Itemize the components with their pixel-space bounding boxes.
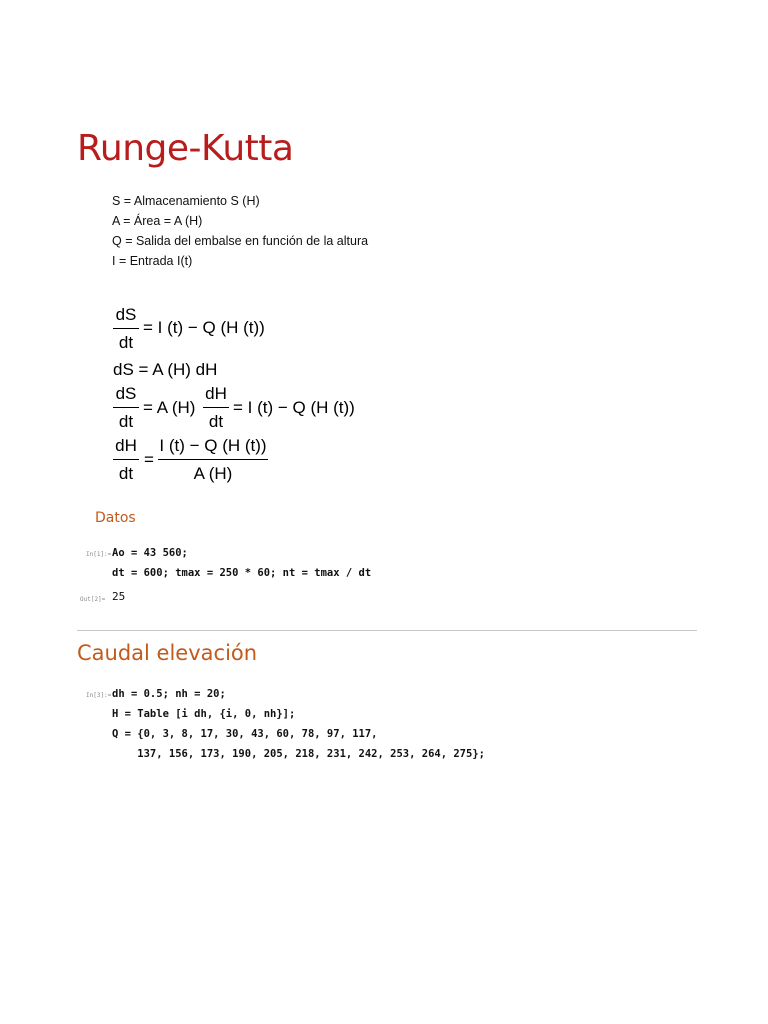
page-title: Runge-Kutta [77, 128, 294, 169]
denominator: dt [118, 412, 134, 431]
denominator: A (H) [193, 464, 233, 483]
code-line: Q = {0, 3, 8, 17, 30, 43, 60, 78, 97, 117, [112, 728, 378, 740]
equation-rhs: = I (t) − Q (H (t)) [233, 398, 355, 417]
equation-mid: = A (H) [143, 398, 196, 417]
input-prompt: In[3]:= [86, 692, 112, 699]
section-divider [77, 630, 697, 631]
denominator: dt [118, 333, 134, 352]
code-line: dt = 600; tmax = 250 * 60; nt = tmax / dt [112, 567, 372, 579]
fraction-ds-dt [113, 305, 139, 353]
output-cell-datos: 25 [112, 590, 126, 603]
code-line: Ao = 43 560; [112, 547, 188, 559]
denominator: dt [118, 464, 134, 483]
definition-item: A = Área = A (H) [112, 214, 203, 228]
equals-sign: = [144, 450, 154, 469]
denominator: dt [208, 412, 224, 431]
equation-rhs: = I (t) − Q (H (t)) [143, 318, 265, 337]
section-heading-caudal: Caudal elevación [77, 641, 258, 665]
fraction-bar [113, 459, 139, 460]
numerator: dH [205, 384, 227, 403]
input-cell-datos[interactable] [112, 543, 371, 583]
numerator: dS [115, 305, 137, 324]
definition-item: S = Almacenamiento S (H) [112, 194, 260, 208]
numerator: I (t) − Q (H (t)) [159, 436, 267, 455]
fraction-inflow-over-area [158, 436, 268, 484]
input-cell-caudal[interactable] [112, 684, 485, 764]
definitions-list [112, 191, 368, 271]
fraction-bar [158, 459, 268, 460]
code-line: dh = 0.5; nh = 20; [112, 688, 226, 700]
fraction-ds-dt [113, 384, 139, 432]
definition-item: Q = Salida del embalse en función de la altura [112, 234, 369, 248]
output-prompt: Out[2]= [80, 596, 106, 603]
numerator: dS [115, 384, 137, 403]
code-line: H = Table [i dh, {i, 0, nh}]; [112, 708, 296, 720]
definition-item: I = Entrada I(t) [112, 254, 193, 268]
fraction-bar [113, 328, 139, 329]
numerator: dH [115, 436, 137, 455]
fraction-dh-dt [113, 436, 139, 484]
fraction-bar [113, 407, 139, 408]
input-prompt: In[1]:= [86, 551, 112, 558]
section-heading-datos: Datos [95, 510, 136, 526]
equation-ds-adh: dS = A (H) dH [113, 360, 218, 379]
code-line: 137, 156, 173, 190, 205, 218, 231, 242, 253, 264, 275}; [112, 748, 485, 760]
fraction-bar [203, 407, 229, 408]
fraction-dh-dt [203, 384, 229, 432]
